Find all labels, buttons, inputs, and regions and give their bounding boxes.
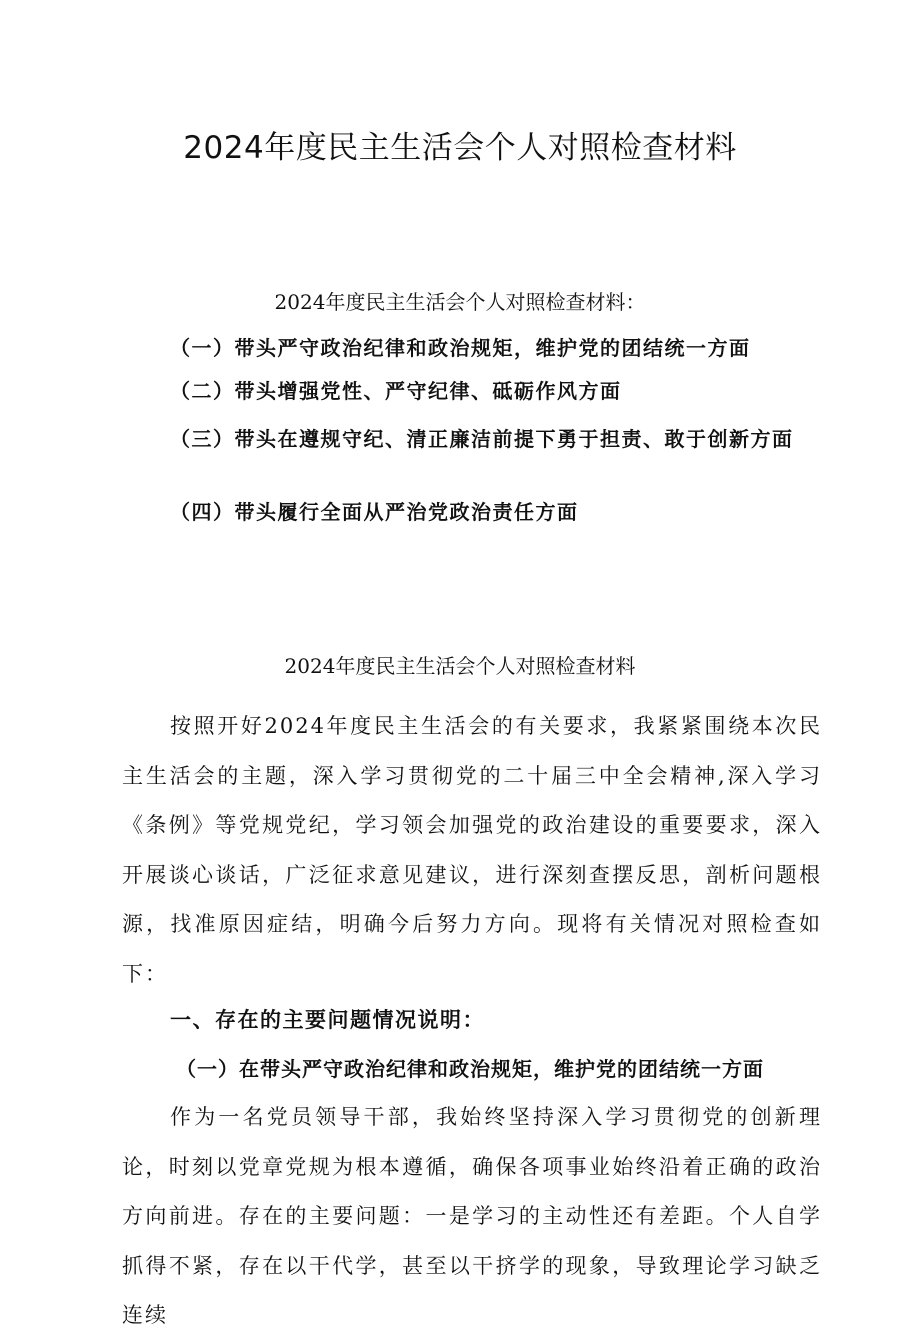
body-paragraph: 作为一名党员领导干部，我始终坚持深入学习贯彻党的创新理论，时刻以党章党规为根本遵循，确保各项事业始终沿着正确的政治方向前进。存在的主要问题：一是学习的主动性还有差距。个人自学抓得不紧，存在以干代学，甚至以干挤学的现象，导致理论学习缺乏连续 (122, 1105, 822, 1327)
main-title: 2024年度民主生活会个人对照检查材料 (183, 130, 737, 166)
document-title: 2024年度民主生活会个人对照检查材料 (284, 654, 636, 678)
toc-heading: 2024年度民主生活会个人对照检查材料： (274, 290, 646, 314)
intro-paragraph: 按照开好2024年度民主生活会的有关要求，我紧紧围绕本次民主生活会的主题，深入学习贯彻党的二十届三中全会精神,深入学习《条例》等党规党纪，学习领会加强党的政治建设的重要要求，深入开展谈心谈话，广泛征求意见建议，进行深刻查摆反思，剖析问题根源，找准原因症结，明确今后努力方向。现将有关情况对照检查如下： (122, 714, 822, 986)
subsection-heading: （一）在带头严守政治纪律和政治规矩，维护党的团结统一方面 (176, 1057, 764, 1081)
section-heading: 一、存在的主要问题情况说明： (170, 1007, 485, 1032)
toc-item: （三）带头在遵规守纪、清正廉洁前提下勇于担责、敢于创新方面 (170, 427, 794, 451)
toc-item: （四）带头履行全面从严治党政治责任方面 (170, 500, 579, 524)
toc-item: （二）带头增强党性、严守纪律、砥砺作风方面 (170, 379, 622, 403)
toc-item: （一）带头严守政治纪律和政治规矩，维护党的团结统一方面 (170, 336, 751, 360)
